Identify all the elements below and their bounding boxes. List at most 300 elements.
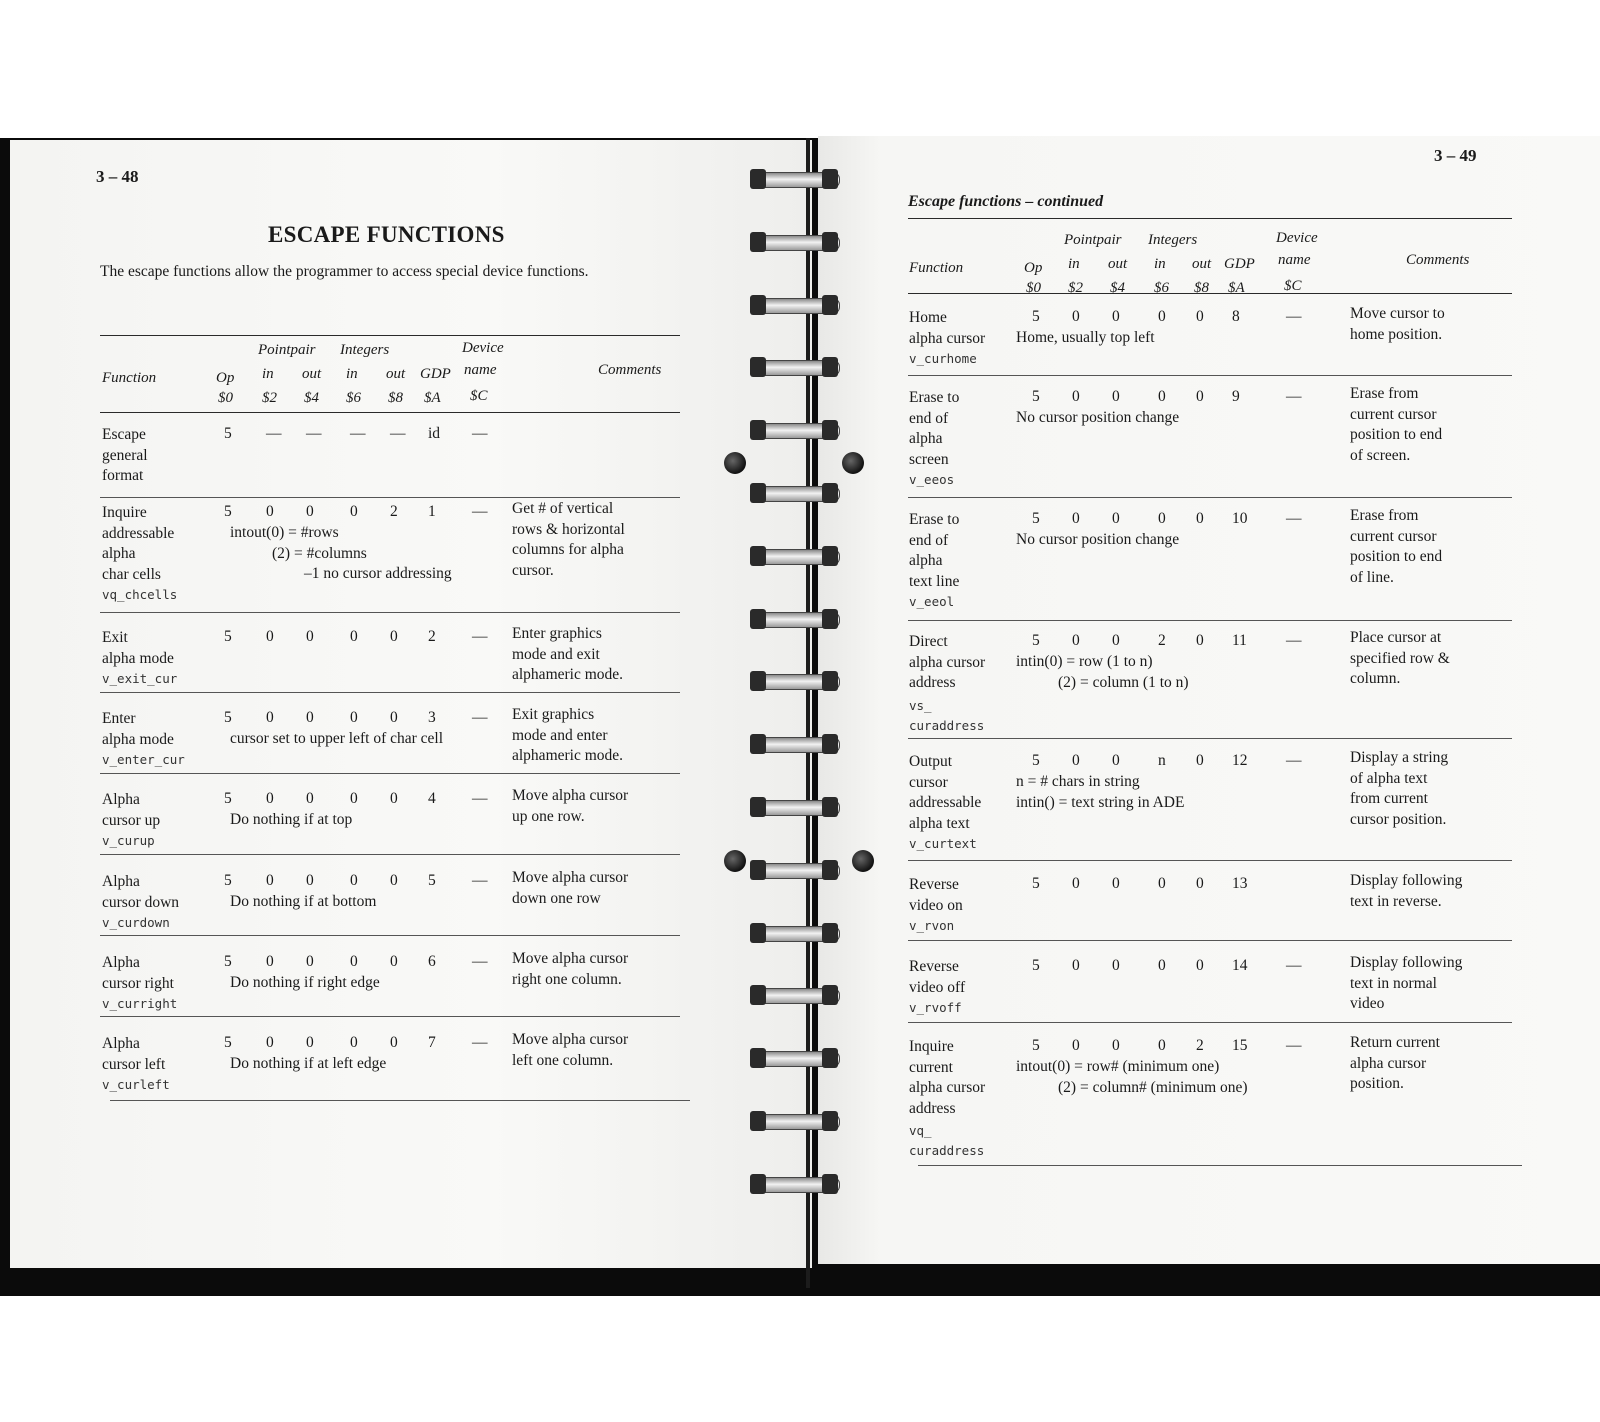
cell-pp-in: — bbox=[266, 425, 282, 442]
cell-int-in: 0 bbox=[350, 953, 358, 970]
cell-int-out: 0 bbox=[1196, 752, 1204, 769]
cell-gdp: 6 bbox=[428, 953, 436, 970]
comment-line: Erase from bbox=[1350, 385, 1419, 402]
parameter-note: intin() = text string in ADE bbox=[1016, 793, 1185, 811]
cell-int-out: 0 bbox=[1196, 875, 1204, 892]
function-name: address bbox=[909, 674, 956, 691]
right_page-hdr-pp-out: out bbox=[1108, 256, 1128, 272]
parameter-note: intout(0) = row# (minimum one) bbox=[1016, 1058, 1220, 1075]
cell-pp-in: 0 bbox=[1072, 875, 1080, 892]
function-call-name: v_rvon bbox=[909, 918, 955, 933]
function-name: alpha cursor bbox=[909, 653, 986, 671]
function-name: Inquire bbox=[102, 504, 147, 521]
function-call-name: v_rvoff bbox=[909, 1000, 962, 1015]
cell-int-in: 0 bbox=[1158, 388, 1166, 405]
comment-line: Move alpha cursor bbox=[512, 950, 629, 967]
comment-line: cursor. bbox=[512, 561, 554, 579]
left_page-header-rule-bottom bbox=[100, 412, 680, 413]
cell-pp-in: 0 bbox=[266, 709, 274, 726]
comment-line: column. bbox=[1350, 670, 1401, 687]
cell-pp-in: 0 bbox=[1072, 752, 1080, 769]
function-name: end of bbox=[909, 409, 949, 427]
cell-gdp: 9 bbox=[1232, 388, 1240, 405]
comment-line: Move alpha cursor bbox=[512, 787, 629, 804]
comment-line: Display following bbox=[1350, 872, 1463, 889]
function-name: char cells bbox=[102, 565, 161, 583]
parameter-note: cursor set to upper left of char cell bbox=[230, 730, 444, 747]
cell-pp-in: 0 bbox=[266, 628, 274, 645]
left_page-hdr-comments: Comments bbox=[598, 362, 662, 378]
comment-line: of screen. bbox=[1350, 446, 1411, 464]
function-name: alpha bbox=[909, 430, 943, 447]
function-name: addressable bbox=[102, 524, 175, 542]
intro-text: The escape functions allow the programmer to access special device functions. bbox=[100, 263, 589, 280]
function-name: alpha mode bbox=[102, 730, 174, 748]
spiral-coil bbox=[752, 859, 838, 881]
row-divider bbox=[100, 935, 680, 936]
function-name: alpha cursor bbox=[909, 329, 986, 347]
parameter-note: intout(0) = #rows bbox=[230, 524, 339, 541]
comment-line: Exit graphics bbox=[512, 706, 595, 723]
function-name: end of bbox=[909, 531, 949, 549]
comment-line: Display following bbox=[1350, 954, 1463, 971]
cell-device: — bbox=[472, 953, 488, 970]
function-name: cursor down bbox=[102, 893, 180, 911]
right_page-hdr-device: Device bbox=[1276, 230, 1318, 246]
right_page-hdr-int-in-reg: $6 bbox=[1154, 280, 1169, 296]
function-name: addressable bbox=[909, 794, 982, 811]
cell-op: 5 bbox=[224, 872, 232, 889]
left_page-hdr-integers: Integers bbox=[340, 342, 390, 358]
cell-int-out: 2 bbox=[1196, 1037, 1204, 1054]
function-name: cursor bbox=[909, 773, 948, 791]
function-name: Reverse bbox=[909, 876, 959, 893]
spiral-coil bbox=[752, 419, 838, 441]
cell-gdp: 15 bbox=[1232, 1037, 1248, 1054]
cell-pp-in: 0 bbox=[266, 1034, 274, 1051]
function-name: video off bbox=[909, 978, 966, 996]
cell-pp-in: 0 bbox=[1072, 1037, 1080, 1054]
comment-line: left one column. bbox=[512, 1051, 614, 1069]
spiral-coil bbox=[752, 1047, 838, 1069]
function-call-name: vs_ curaddress bbox=[909, 697, 985, 733]
function-name: alpha mode bbox=[102, 649, 174, 667]
spiral-coil bbox=[752, 1110, 838, 1132]
function-name: alpha text bbox=[909, 814, 970, 832]
function-name: Direct bbox=[909, 633, 948, 650]
row-divider bbox=[100, 854, 680, 855]
function-name: Exit bbox=[102, 629, 128, 646]
parameter-note: Home, usually top left bbox=[1016, 329, 1155, 346]
cell-pp-in: 0 bbox=[266, 872, 274, 889]
function-name: Alpha bbox=[102, 791, 140, 808]
function-name: alpha bbox=[909, 552, 943, 569]
cell-pp-out: 0 bbox=[306, 1034, 314, 1051]
cell-gdp: 11 bbox=[1232, 632, 1247, 649]
function-name: Alpha bbox=[102, 1035, 140, 1052]
right_page-hdr-pp-out-reg: $4 bbox=[1110, 280, 1125, 296]
right_page-hdr-pointpair: Pointpair bbox=[1064, 232, 1122, 248]
left_page-hdr-op-reg: $0 bbox=[218, 390, 233, 406]
cell-pp-out: 0 bbox=[1112, 388, 1120, 405]
cell-device: — bbox=[1286, 632, 1302, 649]
function-name: Alpha bbox=[102, 954, 140, 971]
row-divider bbox=[908, 620, 1512, 621]
comment-line: position to end bbox=[1350, 426, 1443, 443]
parameter-note: –1 no cursor addressing bbox=[304, 565, 452, 582]
cell-device: — bbox=[1286, 510, 1302, 527]
cell-int-in: 0 bbox=[350, 709, 358, 726]
spiral-coil bbox=[752, 231, 838, 253]
punch-hole bbox=[842, 452, 864, 474]
cell-device: — bbox=[472, 425, 488, 442]
cell-op: 5 bbox=[1032, 1037, 1040, 1054]
parameter-note: No cursor position change bbox=[1016, 531, 1180, 548]
function-call-name: v_eeos bbox=[909, 472, 955, 487]
parameter-note: Do nothing if at left edge bbox=[230, 1055, 387, 1072]
right_page-hdr-op: Op bbox=[1024, 260, 1043, 276]
function-call-name: v_curright bbox=[102, 996, 178, 1011]
cell-device: — bbox=[472, 1034, 488, 1051]
function-call-name: v_curup bbox=[102, 833, 155, 848]
comment-line: alphameric mode. bbox=[512, 666, 624, 683]
comment-line: current cursor bbox=[1350, 405, 1437, 423]
comment-line: down one row bbox=[512, 889, 601, 907]
cell-pp-in: 0 bbox=[1072, 632, 1080, 649]
cell-op: 5 bbox=[1032, 752, 1040, 769]
comment-line: alphameric mode. bbox=[512, 747, 624, 764]
row-divider bbox=[908, 738, 1512, 739]
function-name: general bbox=[102, 446, 148, 464]
comment-line: mode and enter bbox=[512, 726, 608, 744]
row-divider bbox=[110, 1100, 690, 1101]
cell-gdp: 14 bbox=[1232, 957, 1248, 974]
spiral-coil bbox=[752, 545, 838, 567]
comment-line: Display a string bbox=[1350, 749, 1449, 766]
cell-op: 5 bbox=[1032, 957, 1040, 974]
right_page-hdr-pp-in: in bbox=[1068, 256, 1080, 272]
comment-line: Erase from bbox=[1350, 507, 1419, 524]
right_page-hdr-int-out-reg: $8 bbox=[1194, 280, 1209, 296]
parameter-note: (2) = column (1 to n) bbox=[1058, 673, 1189, 691]
cell-gdp: 4 bbox=[428, 790, 436, 807]
cell-int-out: 0 bbox=[1196, 388, 1204, 405]
cell-gdp: id bbox=[428, 425, 441, 442]
row-divider bbox=[100, 497, 680, 498]
left_page-hdr-pp-out-reg: $4 bbox=[304, 390, 319, 406]
parameter-note: n = # chars in string bbox=[1016, 773, 1140, 790]
cell-device: — bbox=[1286, 308, 1302, 325]
function-name: current bbox=[909, 1058, 953, 1076]
function-name: cursor up bbox=[102, 811, 161, 829]
cell-gdp: 10 bbox=[1232, 510, 1248, 527]
row-divider bbox=[100, 1016, 680, 1017]
punch-hole bbox=[724, 452, 746, 474]
function-name: screen bbox=[909, 450, 949, 468]
right_page-header-rule-bottom bbox=[908, 293, 1512, 294]
spiral-coil bbox=[752, 168, 838, 190]
comment-line: rows & horizontal bbox=[512, 520, 625, 538]
spiral-coil bbox=[752, 482, 838, 504]
cell-pp-out: 0 bbox=[1112, 632, 1120, 649]
right_page-hdr-pp-in-reg: $2 bbox=[1068, 280, 1083, 296]
cell-pp-out: 0 bbox=[306, 709, 314, 726]
spiral-coil bbox=[752, 670, 838, 692]
cell-pp-out: 0 bbox=[306, 790, 314, 807]
comment-line: of line. bbox=[1350, 568, 1394, 586]
cell-pp-out: 0 bbox=[1112, 957, 1120, 974]
function-name: video on bbox=[909, 896, 963, 914]
comment-line: home position. bbox=[1350, 325, 1443, 343]
spiral-coil bbox=[752, 733, 838, 755]
row-divider bbox=[908, 375, 1512, 376]
left_page-hdr-int-in-reg: $6 bbox=[346, 390, 361, 406]
cell-int-in: 0 bbox=[1158, 875, 1166, 892]
parameter-note: Do nothing if right edge bbox=[230, 974, 380, 991]
right_page-hdr-op-reg: $0 bbox=[1026, 280, 1041, 296]
left_page-hdr-int-out: out bbox=[386, 366, 406, 382]
cell-pp-in: 0 bbox=[1072, 388, 1080, 405]
cell-pp-out: 0 bbox=[306, 503, 314, 520]
right_page-hdr-int-in: in bbox=[1154, 256, 1166, 272]
cell-int-in: 0 bbox=[350, 872, 358, 889]
cell-op: 5 bbox=[1032, 632, 1040, 649]
cell-op: 5 bbox=[224, 503, 232, 520]
comment-line: Return current bbox=[1350, 1034, 1440, 1051]
row-divider bbox=[908, 940, 1512, 941]
comment-line: Get # of vertical bbox=[512, 500, 614, 517]
cell-pp-in: 0 bbox=[1072, 510, 1080, 527]
spiral-coil bbox=[752, 796, 838, 818]
cell-op: 5 bbox=[224, 425, 232, 442]
function-call-name: v_curdown bbox=[102, 915, 170, 930]
function-name: cursor right bbox=[102, 974, 174, 992]
left_page-hdr-pointpair: Pointpair bbox=[258, 342, 316, 358]
left_page-hdr-gdp: GDP bbox=[420, 366, 451, 382]
comment-line: Move alpha cursor bbox=[512, 1031, 629, 1048]
cell-op: 5 bbox=[1032, 388, 1040, 405]
function-name: format bbox=[102, 467, 144, 484]
right_page-hdr-int-out: out bbox=[1192, 256, 1212, 272]
right_page-hdr-gdp: GDP bbox=[1224, 256, 1255, 272]
parameter-note: No cursor position change bbox=[1016, 409, 1180, 426]
comment-line: position. bbox=[1350, 1075, 1404, 1092]
cell-int-in: 2 bbox=[1158, 632, 1166, 649]
parameter-note: intin(0) = row (1 to n) bbox=[1016, 653, 1153, 670]
comment-line: Enter graphics bbox=[512, 625, 602, 642]
cell-int-in: 0 bbox=[1158, 957, 1166, 974]
right_page-hdr-comments: Comments bbox=[1406, 252, 1470, 268]
left_page-hdr-function: Function bbox=[102, 370, 157, 386]
comment-line: Move cursor to bbox=[1350, 305, 1445, 322]
right_page-header-rule-top bbox=[908, 218, 1512, 219]
parameter-note: (2) = #columns bbox=[272, 544, 367, 562]
cell-op: 5 bbox=[1032, 510, 1040, 527]
cell-gdp: 2 bbox=[428, 628, 436, 645]
cell-pp-out: 0 bbox=[1112, 752, 1120, 769]
left_page-header-rule-top bbox=[100, 335, 680, 336]
left_page-hdr-int-out-reg: $8 bbox=[388, 390, 403, 406]
cell-device: — bbox=[1286, 752, 1302, 769]
cell-int-in: — bbox=[350, 425, 366, 442]
cell-int-in: 0 bbox=[1158, 510, 1166, 527]
row-divider bbox=[100, 692, 680, 693]
comment-line: text in reverse. bbox=[1350, 892, 1442, 910]
cell-int-in: 0 bbox=[1158, 308, 1166, 325]
right_page-hdr-integers: Integers bbox=[1148, 232, 1198, 248]
comment-line: alpha cursor bbox=[1350, 1054, 1427, 1072]
continued-heading: Escape functions – continued bbox=[908, 193, 1104, 210]
cell-device: — bbox=[472, 790, 488, 807]
function-name: Inquire bbox=[909, 1038, 954, 1055]
cell-int-in: 0 bbox=[350, 503, 358, 520]
function-name: Erase to bbox=[909, 389, 960, 406]
cell-op: 5 bbox=[224, 628, 232, 645]
cell-device: — bbox=[472, 503, 488, 520]
cell-pp-in: 0 bbox=[266, 790, 274, 807]
cell-device: — bbox=[472, 872, 488, 889]
parameter-note: Do nothing if at top bbox=[230, 811, 353, 828]
comment-line: mode and exit bbox=[512, 645, 600, 663]
right_page-page-number: 3 – 49 bbox=[1434, 146, 1477, 165]
cell-pp-in: 0 bbox=[1072, 308, 1080, 325]
cell-pp-out: 0 bbox=[306, 872, 314, 889]
left-page bbox=[10, 140, 812, 1268]
spiral-coil bbox=[752, 1173, 838, 1195]
cell-int-out: 0 bbox=[1196, 510, 1204, 527]
cell-op: 5 bbox=[224, 953, 232, 970]
left_page-hdr-op: Op bbox=[216, 370, 235, 386]
cell-device: — bbox=[1286, 388, 1302, 405]
cell-int-out: 0 bbox=[390, 953, 398, 970]
cell-pp-out: 0 bbox=[1112, 1037, 1120, 1054]
function-call-name: v_enter_cur bbox=[102, 752, 185, 767]
cell-int-out: 0 bbox=[390, 709, 398, 726]
cell-op: 5 bbox=[224, 1034, 232, 1051]
cell-pp-out: 0 bbox=[1112, 308, 1120, 325]
right_page-hdr-device-name: name bbox=[1278, 252, 1311, 268]
function-name: Escape bbox=[102, 426, 146, 443]
page-title: ESCAPE FUNCTIONS bbox=[268, 222, 505, 247]
punch-hole bbox=[724, 850, 746, 872]
cell-gdp: 8 bbox=[1232, 308, 1240, 325]
cell-op: 5 bbox=[1032, 875, 1040, 892]
cell-pp-out: 0 bbox=[1112, 510, 1120, 527]
cell-int-out: 0 bbox=[390, 872, 398, 889]
cell-int-in: 0 bbox=[350, 790, 358, 807]
left_page-hdr-pp-in-reg: $2 bbox=[262, 390, 277, 406]
cell-pp-out: 0 bbox=[306, 953, 314, 970]
cell-int-in: 0 bbox=[350, 1034, 358, 1051]
cell-int-out: 0 bbox=[1196, 308, 1204, 325]
cell-op: 5 bbox=[224, 709, 232, 726]
cell-int-in: 0 bbox=[1158, 1037, 1166, 1054]
comment-line: up one row. bbox=[512, 807, 585, 825]
row-divider bbox=[908, 860, 1512, 861]
cell-device: — bbox=[1286, 1037, 1302, 1054]
right_page-hdr-gdp-reg: $A bbox=[1228, 280, 1245, 296]
cell-op: 5 bbox=[224, 790, 232, 807]
function-call-name: v_eeol bbox=[909, 594, 955, 609]
function-name: cursor left bbox=[102, 1055, 166, 1073]
function-call-name: vq_ curaddress bbox=[909, 1123, 985, 1158]
comment-line: right one column. bbox=[512, 970, 622, 988]
cell-gdp: 7 bbox=[428, 1034, 436, 1051]
left_page-page-number: 3 – 48 bbox=[96, 167, 139, 186]
cell-device: — bbox=[1286, 957, 1302, 974]
comment-line: Place cursor at bbox=[1350, 629, 1442, 646]
left_page-hdr-int-in: in bbox=[346, 366, 358, 382]
right_page-hdr-device-reg: $C bbox=[1284, 278, 1302, 294]
function-name: Erase to bbox=[909, 511, 960, 528]
cell-int-out: 0 bbox=[1196, 632, 1204, 649]
parameter-note: (2) = column# (minimum one) bbox=[1058, 1078, 1248, 1096]
function-call-name: v_curhome bbox=[909, 351, 977, 366]
punch-hole bbox=[852, 850, 874, 872]
function-name: Enter bbox=[102, 710, 136, 727]
function-name: Home bbox=[909, 309, 947, 326]
spiral-coil bbox=[752, 294, 838, 316]
comment-line: video bbox=[1350, 995, 1385, 1012]
comment-line: current cursor bbox=[1350, 527, 1437, 545]
cell-gdp: 13 bbox=[1232, 875, 1248, 892]
cell-gdp: 1 bbox=[428, 503, 436, 520]
spiral-coil bbox=[752, 922, 838, 944]
comment-line: position to end bbox=[1350, 548, 1443, 565]
cell-pp-out: 0 bbox=[306, 628, 314, 645]
comment-line: text in normal bbox=[1350, 974, 1437, 992]
cell-int-in: 0 bbox=[350, 628, 358, 645]
cell-gdp: 5 bbox=[428, 872, 436, 889]
cell-int-out: — bbox=[390, 425, 406, 442]
cell-pp-in: 0 bbox=[266, 503, 274, 520]
left_page-hdr-device-reg: $C bbox=[470, 388, 488, 404]
cell-device: — bbox=[472, 709, 488, 726]
cell-int-out: 0 bbox=[390, 1034, 398, 1051]
cell-op: 5 bbox=[1032, 308, 1040, 325]
function-name: address bbox=[909, 1099, 956, 1117]
spiral-coil bbox=[752, 984, 838, 1006]
function-name: text line bbox=[909, 572, 960, 590]
row-divider bbox=[908, 1022, 1512, 1023]
comment-line: cursor position. bbox=[1350, 810, 1447, 828]
comment-line: columns for alpha bbox=[512, 541, 624, 558]
function-name: alpha cursor bbox=[909, 1079, 986, 1096]
cell-pp-out: 0 bbox=[1112, 875, 1120, 892]
right_page-hdr-function: Function bbox=[909, 260, 964, 276]
function-name: alpha bbox=[102, 545, 136, 562]
cell-int-in: n bbox=[1158, 752, 1166, 769]
cell-pp-out: — bbox=[306, 425, 322, 442]
function-call-name: vq_chcells bbox=[102, 587, 178, 602]
left_page-hdr-pp-in: in bbox=[262, 366, 274, 382]
row-divider bbox=[908, 497, 1512, 498]
left_page-hdr-gdp-reg: $A bbox=[424, 390, 441, 406]
function-call-name: v_curleft bbox=[102, 1077, 170, 1092]
function-name: Output bbox=[909, 753, 953, 770]
left_page-hdr-device-name: name bbox=[464, 362, 497, 378]
parameter-note: Do nothing if at bottom bbox=[230, 893, 377, 910]
row-divider bbox=[918, 1165, 1522, 1166]
row-divider bbox=[100, 773, 680, 774]
left_page-hdr-pp-out: out bbox=[302, 366, 322, 382]
cell-device: — bbox=[472, 628, 488, 645]
function-call-name: v_curtext bbox=[909, 836, 977, 851]
cell-pp-in: 0 bbox=[1072, 957, 1080, 974]
comment-line: specified row & bbox=[1350, 649, 1450, 667]
comment-line: of alpha text bbox=[1350, 769, 1428, 787]
comment-line: Move alpha cursor bbox=[512, 869, 629, 886]
